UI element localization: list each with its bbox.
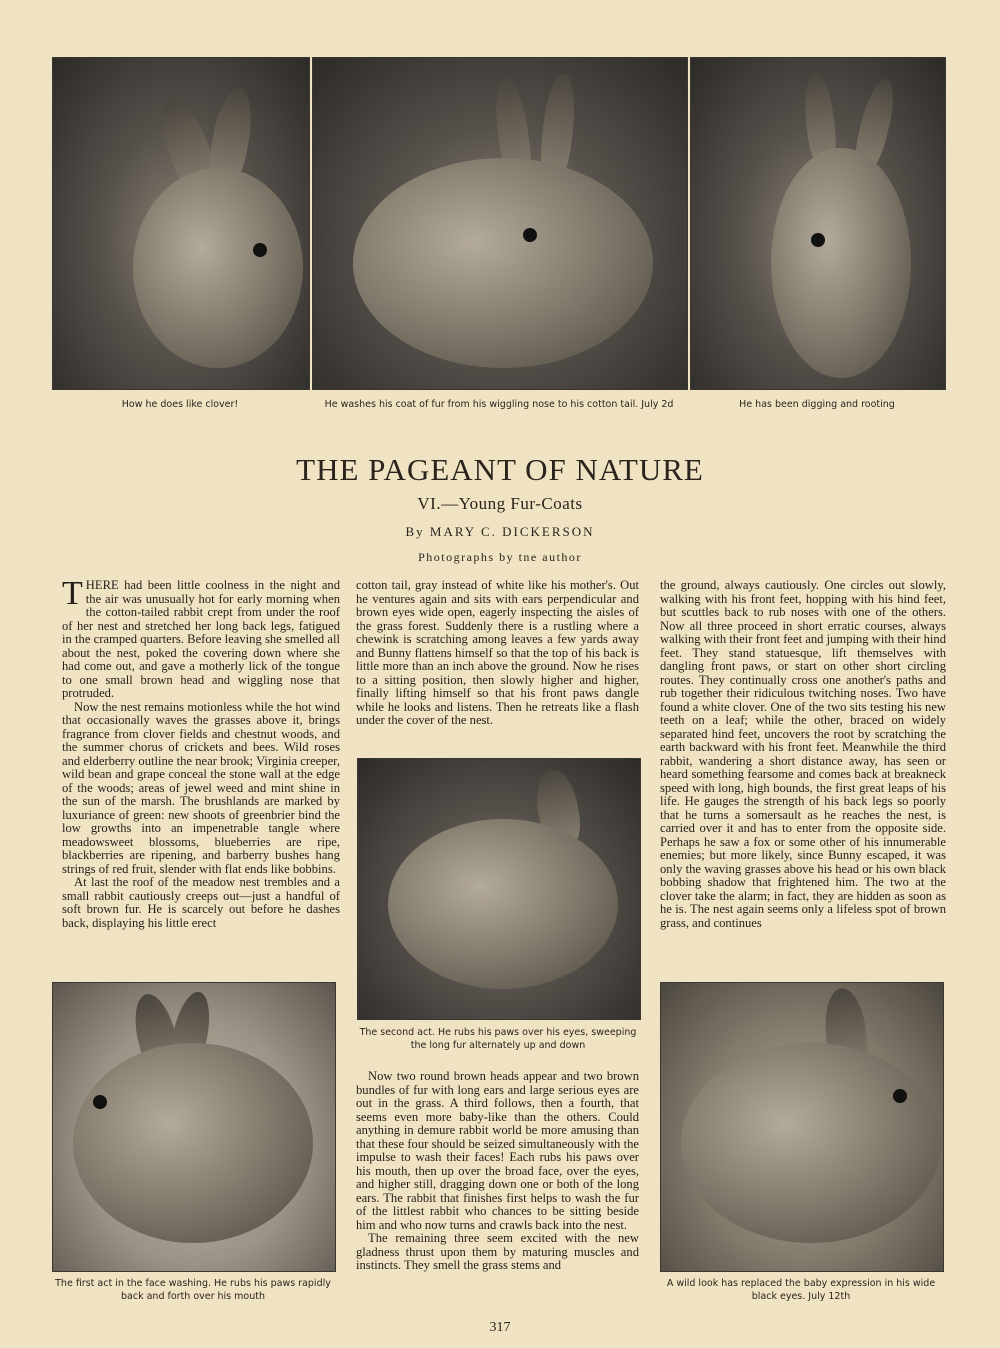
caption-wild-look: A wild look has replaced the baby expression in his wide black eyes. July 12th — [666, 1278, 936, 1302]
paragraph: The remaining three seem excited with the new gladness thrust upon them by maturing muscles and instincts. They smell the grass stems and — [356, 1231, 639, 1272]
column-1 — [62, 575, 340, 930]
rabbit-eye — [893, 1089, 907, 1103]
rabbit-eye — [523, 228, 537, 242]
caption-first-act: The first act in the face washing. He rubs his paws rapidly back and forth over his mouth — [55, 1278, 331, 1302]
column-2-lower — [356, 1070, 639, 1273]
photo-first-act — [52, 982, 336, 1272]
rabbit-figure — [133, 168, 303, 368]
article-title: THE PAGEANT OF NATURE — [296, 452, 704, 487]
paragraph-text: HERE had been little coolness in the night and the air was unusually hot for early morning when the cotton-tailed rabbit crept from under the roof of her nest and stretched her long back legs, fatigued in the cramped quarters. Before leaving she smelled all about the nest, poked the covering down where she had come out, and gave a motherly lick of the tongue to one small brown head and wiggling nose that protruded. — [62, 578, 340, 700]
drop-cap: T — [62, 575, 83, 612]
rabbit-figure — [771, 148, 911, 378]
article-byline: By MARY C. DICKERSON — [405, 524, 595, 539]
rabbit-eye — [253, 243, 267, 257]
article-subtitle: VI.—Young Fur-Coats — [417, 494, 583, 513]
photo-second-act — [357, 758, 641, 1020]
photo-digging-rabbit — [690, 57, 946, 390]
paragraph: Now two round brown heads appear and two brown bundles of fur with long ears and large serious eyes are out in the grass. A third follows, then a fourth, that seems even more baby-like than the others. Could anything in demure rabbit world be more amusing than that these four should be seized simultaneously with the impulse to wash their faces! Each rubs his paws over his mouth, then up over the broad face, over the eyes, and higher still, dragging down one or both of the long ears. The rabbit that finishes first helps to wash the fur of the littlest rabbit who chances to be sitting beside him and who now turns and crawls back into the nest. — [356, 1069, 639, 1232]
caption-digging: He has been digging and rooting — [739, 399, 895, 410]
rabbit-figure — [353, 158, 653, 368]
photo-clover-rabbit — [52, 57, 310, 390]
rabbit-figure — [388, 819, 618, 989]
rabbit-figure — [73, 1043, 313, 1243]
paragraph — [62, 575, 340, 701]
paragraph: cotton tail, gray instead of white like his mother's. Out he ventures again and sits with ears perpendicular and brown eyes wide open, eagerly inspecting the aisles of the grass forest. Suddenly there is a rustling where a chewink is scratching among leaves a few yards away and Bunny flattens himself so that the top of his back is little more than an inch above the ground. Now he rises to a sitting position, then slowly higher and higher, finally lifting himself so that his front paws dangle while he looks and listens. Then he retreats like a flash under the cover of the nest. — [356, 578, 639, 727]
rabbit-eye — [811, 233, 825, 247]
photo-washing-rabbit — [312, 57, 688, 390]
photo-credit: Photographs by tne author — [418, 550, 582, 564]
caption-washing: He washes his coat of fur from his wiggling nose to his cotton tail. July 2d — [324, 399, 674, 410]
paragraph: the ground, always cautiously. One circles out slowly, walking with his front feet, hopping with his hind feet, but scuttles back to rub noses with one of the others. Now all three proceed in short erratic courses, always walking with their front feet and jumping with their hind feet. They stand statuesque, lift themselves with dangling front paws, or start on other short circling routes. They continually cross one another's paths and rub together their ridiculous twitching noses. Two have found a white clover. One of the two sits testing his new teeth on a leaf; while the other, braced on widely separated hind feet, uncovers the root by scratching the earth backward with his front feet. Meanwhile the third rabbit, wandering a short distance away, has seen or heard something fearsome and comes back at breakneck speed with long, high bounds, the first great leaps of his life. He gauges the strength of his back legs so poorly that he turns a somersault as he reaches the nest, is carried over it and has to enter from the opposite side. Perhaps he saw a fox or some other of his innumerable enemies; but more likely, since Bunny escaped, it was only the waving grasses above his head or his own black bobbing shadow that frightened him. The two at the clover take the alarm; in fact, they are hidden as soon as he is. The nest again seems only a lifeless spot of brown grass, and continues — [660, 578, 946, 930]
page-number: 317 — [489, 1320, 511, 1335]
rabbit-figure — [681, 1043, 941, 1243]
rabbit-eye — [93, 1095, 107, 1109]
caption-clover: How he does like clover! — [121, 399, 239, 410]
paragraph: Now the nest remains motionless while the hot wind that occasionally waves the grasses above it, brings fragrance from clover fields and chestnut woods, and the summer chorus of crickets and bees. Wild roses and elderberry outline the near brook; Virginia creeper, wild bean and grape conceal the stone wall at the edge of the woods; areas of jewel weed and mint shine in the sun of the marsh. The brushlands are marked by luxuriance of green: new shoots of greenbrier bind the low growths into an impenetrable tangle where meadowsweet blossoms, blueberries are ripe, blackberries are ripening, and barberry bushes hang strings of red fruit, slender with flat ends like bobbins. — [62, 699, 340, 876]
photo-wild-look — [660, 982, 944, 1272]
paragraph: At last the roof of the meadow nest trembles and a small rabbit cautiously creeps out—just a handful of soft brown fur. He is scarcely out before he dashes back, displaying his little erect — [62, 875, 340, 930]
caption-second-act: The second act. He rubs his paws over his eyes, sweeping the long fur alternately up and down — [359, 1027, 637, 1051]
column-2 — [356, 579, 639, 728]
column-3 — [660, 579, 946, 930]
